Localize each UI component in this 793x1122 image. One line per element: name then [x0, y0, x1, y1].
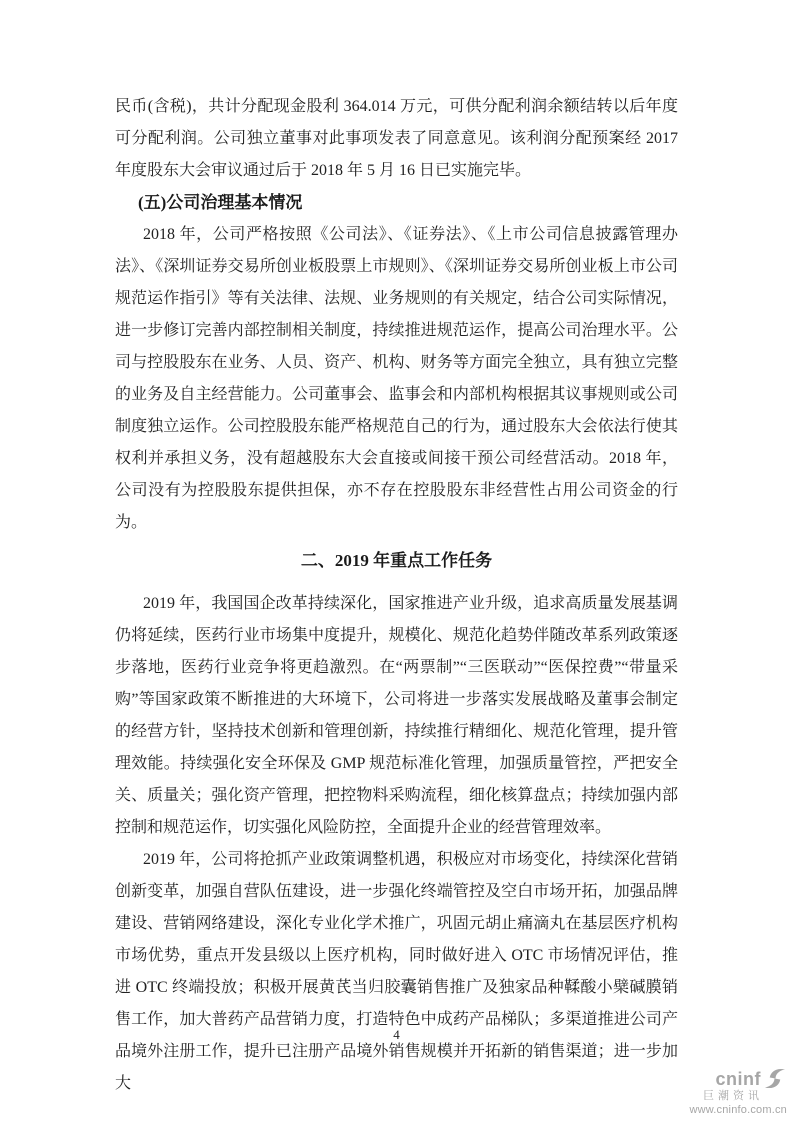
subsection-heading-governance: (五)公司治理基本情况 — [138, 193, 303, 212]
cninfo-logo-row — [716, 1068, 788, 1089]
cninfo-logo-chinese: 巨潮资讯 — [703, 1090, 763, 1102]
cninfo-logo — [689, 1068, 787, 1117]
cninfo-logo-text: cninf — [715, 1068, 761, 1089]
document-body — [115, 0, 678, 1100]
paragraph-dividend-continuation: 民币(含税)，共计分配现金股利 364.014 万元，可供分配利润余额结转以后年度可分配利润。公司独立董事对此事项发表了同意意见。该利润分配预案经 2017 年度股东大会审议通过后于 2018 年 5 月 16 日已实施完毕。 — [115, 98, 678, 179]
page-number: 4 — [393, 1027, 400, 1042]
paragraph-governance: 2018 年，公司严格按照《公司法》、《证券法》、《上市公司信息披露管理办法》、《深圳证券交易所创业板股票上市规则》、《深圳证券交易所创业板上市公司规范运作指引》等有关法律、法规、业务规则的有关规定，结合公司实际情况，进一步修订完善内部控制相关制度，持续推进规范运作，提高公司治理水平。公司与控股股东在业务、人员、资产、机构、财务等方面完全独立，具有独立完整的业务及自主经营能力。公司董事会、监事会和内部机构根据其议事规则或公司制度独立运作。公司控股股东能严格规范自己的行为，通过股东大会依法行使其权利并承担义务，没有超越股东大会直接或间接干预公司经营活动。2018 年，公司没有为控股股东提供担保，亦不存在控股股东非经营性占用公司资金的行为。 — [115, 226, 678, 531]
section-heading-2019-tasks: 二、2019 年重点工作任务 — [300, 551, 493, 570]
cninfo-swirl-icon — [763, 1068, 787, 1089]
paragraph-2019-outlook: 2019 年，我国国企改革持续深化，国家推进产业升级，追求高质量发展基调仍将延续，医药行业市场集中度提升，规模化、规范化趋势伴随改革系列政策逐步落地，医药行业竞争将更趋激烈。在“两票制”“三医联动”“医保控费”“带量采购”等国家政策不断推进的大环境下，公司将进一步落实发展战略及董事会制定的经营方针，坚持技术创新和管理创新，持续推行精细化、规范化管理，提升管理效能。持续强化安全环保及 GMP 规范标准化管理，加强质量管控，严把安全关、质量关；强化资产管理，把控物料采购流程，细化核算盘点；持续加强内部控制和规范运作，切实强化风险防控，全面提升企业的经营管理效率。 — [115, 595, 678, 836]
paragraph-2019-marketing-plan: 2019 年，公司将抢抓产业政策调整机遇，积极应对市场变化，持续深化营销创新变革，加强自营队伍建设，进一步强化终端管控及空白市场开拓，加强品牌建设、营销网络建设，深化专业化学术推广，巩固元胡止痛滴丸在基层医疗机构市场优势，重点开发县级以上医疗机构，同时做好进入 OTC 市场情况评估，推进 OTC 终端投放；积极开展黄芪当归胶囊销售推广及独家品种鞣酸小檗碱膜销售工作，加大普药产品营销力度，打造特色中成药产品梯队；多渠道推进公司产品境外注册工作，提升已注册产品境外销售规模并开拓新的销售渠道；进一步加大 — [115, 851, 678, 1092]
cninfo-logo-url: www.cninfo.com.cn — [689, 1104, 787, 1116]
